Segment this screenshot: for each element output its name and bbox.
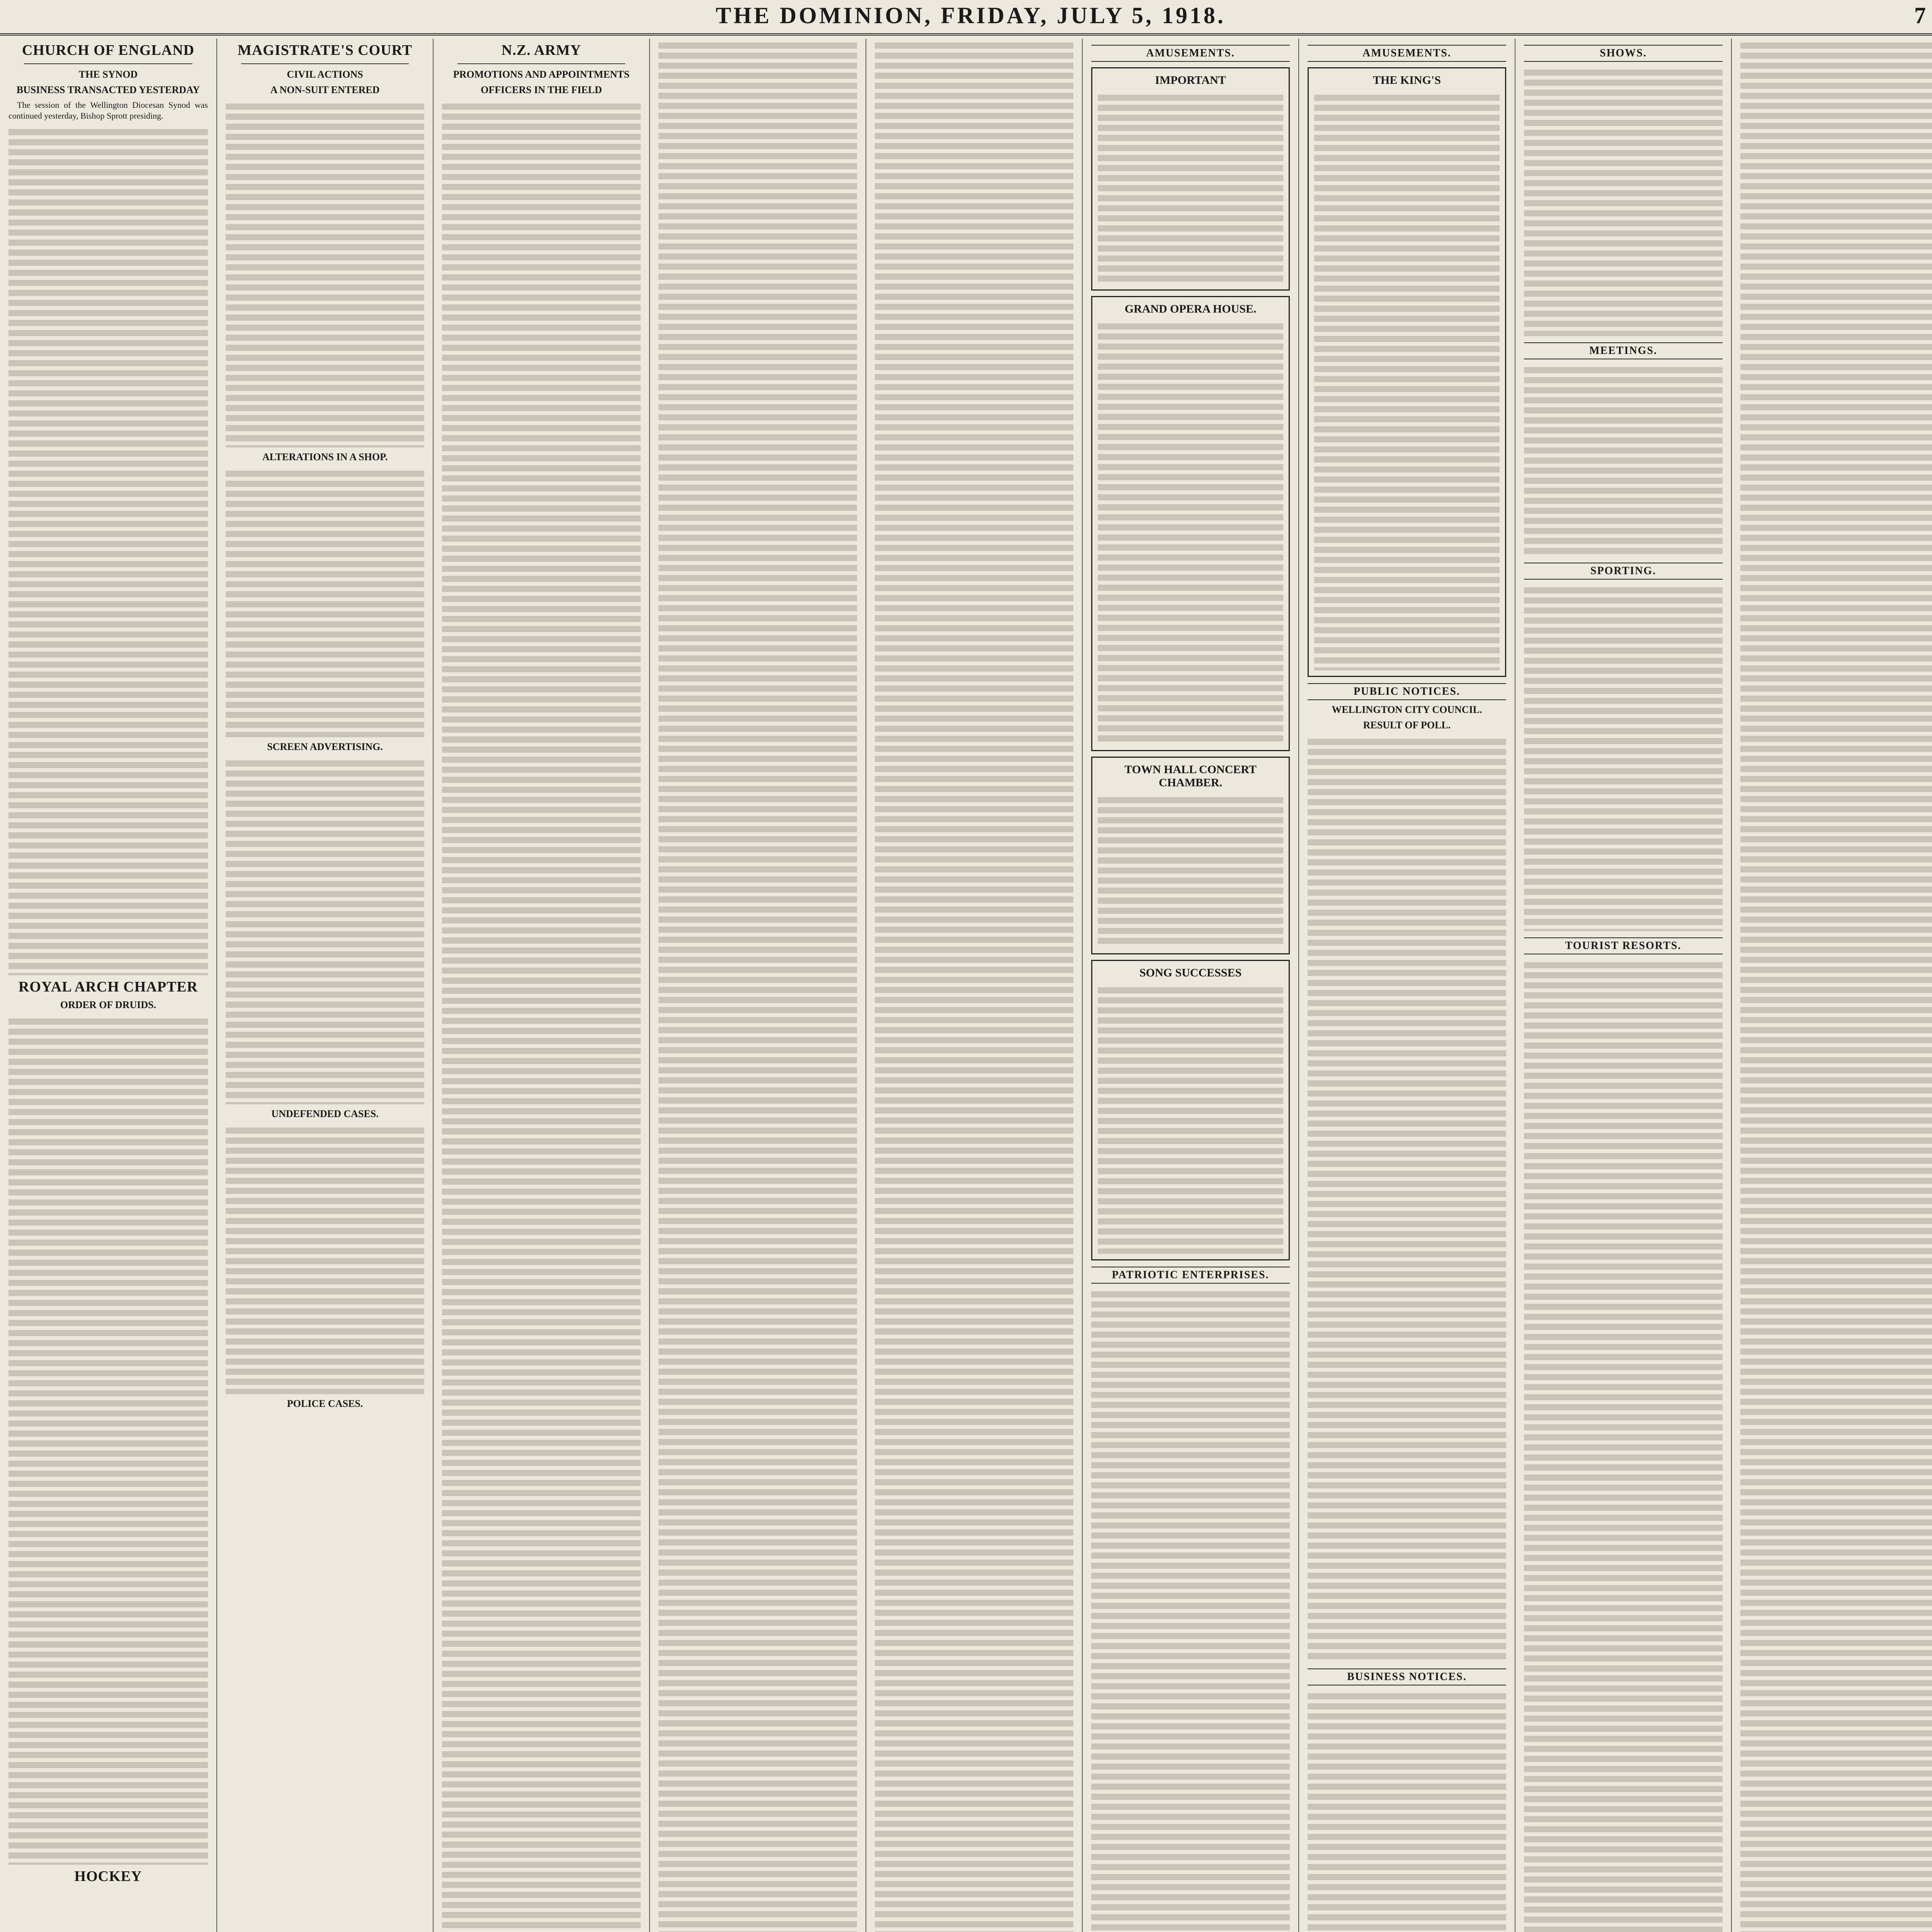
divider	[24, 63, 192, 64]
synod-subheading: THE SYNOD	[78, 69, 138, 80]
royal-arch-heading: ROYAL ARCH CHAPTER	[18, 979, 198, 995]
section-heading: SCREEN ADVERTISING.	[267, 741, 383, 752]
column-5	[866, 39, 1082, 1932]
story-title: BUSINESS TRANSACTED YESTERDAY	[16, 84, 200, 95]
advertisement	[1091, 296, 1290, 751]
ad-text-block	[1098, 320, 1283, 745]
shows-heading: SHOWS.	[1524, 45, 1723, 62]
masthead	[0, 0, 1932, 36]
notice-text-block	[1524, 363, 1723, 556]
notice-text-block	[1740, 39, 1932, 1932]
ad-title: GRAND OPERA HOUSE.	[1124, 303, 1257, 315]
article-text-block	[9, 125, 208, 975]
notice-text-block	[1524, 66, 1723, 336]
story-title: A NON-SUIT ENTERED	[270, 84, 380, 95]
church-heading: CHURCH OF ENGLAND	[22, 42, 195, 58]
advertisement	[1091, 67, 1290, 291]
army-heading: N.Z. ARMY	[501, 42, 582, 58]
promotions-subheading: PROMOTIONS AND APPOINTMENTS	[453, 69, 630, 80]
column-7	[1298, 39, 1515, 1932]
advertisement	[1308, 67, 1506, 677]
newspaper-title: THE DOMINION, FRIDAY, JULY 5, 1918.	[716, 3, 1226, 28]
tourist-resorts-heading: TOURIST RESORTS.	[1524, 937, 1723, 954]
story-title: OFFICERS IN THE FIELD	[481, 84, 602, 95]
ad-title: TOWN HALL CONCERT CHAMBER.	[1124, 763, 1257, 789]
advertisement	[1091, 960, 1290, 1260]
article-text-block	[442, 100, 641, 1932]
column-3	[433, 39, 649, 1932]
column-6	[1082, 39, 1298, 1932]
ad-text-block	[1098, 91, 1283, 284]
article-text-block	[9, 1015, 208, 1865]
advertisement	[1091, 757, 1290, 954]
ad-text-block	[1314, 91, 1500, 670]
article-text-block	[226, 757, 424, 1104]
column-4	[649, 39, 866, 1932]
ad-text-block	[1098, 983, 1283, 1254]
notice-text-block	[1524, 583, 1723, 931]
ad-title: THE KING'S	[1373, 74, 1441, 87]
sporting-heading: SPORTING.	[1524, 563, 1723, 580]
civil-actions-subheading: CIVIL ACTIONS	[287, 69, 363, 80]
article-text-block	[226, 1124, 424, 1394]
notice-text-block	[1308, 1689, 1506, 1932]
ad-title: IMPORTANT	[1155, 74, 1226, 87]
amusements-heading: AMUSEMENTS.	[1308, 45, 1506, 62]
section-heading: UNDEFENDED CASES.	[271, 1108, 379, 1119]
ad-text-block	[1098, 793, 1283, 948]
page-number: 7	[1914, 3, 1926, 28]
column-8	[1515, 39, 1731, 1932]
notice-text-block	[1308, 735, 1506, 1662]
notice-text-block	[1091, 1287, 1290, 1932]
column-2	[216, 39, 433, 1932]
column-9	[1731, 39, 1932, 1932]
court-heading: MAGISTRATE'S COURT	[238, 42, 412, 58]
column-1	[0, 39, 216, 1932]
notice-subtitle: RESULT OF POLL.	[1363, 719, 1451, 731]
public-notices-heading: PUBLIC NOTICES.	[1308, 683, 1506, 700]
article-text-block	[226, 467, 424, 737]
patriotic-heading: PATRIOTIC ENTERPRISES.	[1091, 1267, 1290, 1284]
section-heading: POLICE CASES.	[287, 1398, 363, 1409]
article-text-block	[875, 39, 1073, 1932]
divider	[241, 63, 409, 64]
ad-title: SONG SUCCESSES	[1139, 966, 1242, 979]
business-notices-heading: BUSINESS NOTICES.	[1308, 1668, 1506, 1685]
druids-subheading: ORDER OF DRUIDS.	[60, 999, 156, 1010]
story-lead: The session of the Wellington Diocesan Synod was continued yesterday, Bishop Sprott presiding.	[9, 100, 208, 121]
notice-text-block	[1524, 958, 1723, 1932]
article-text-block	[658, 39, 857, 1932]
article-text-block	[226, 100, 424, 447]
hockey-heading: HOCKEY	[74, 1868, 142, 1884]
meetings-heading: MEETINGS.	[1524, 342, 1723, 359]
section-heading: ALTERATIONS IN A SHOP.	[262, 451, 388, 463]
amusements-heading: AMUSEMENTS.	[1091, 45, 1290, 62]
notice-title: WELLINGTON CITY COUNCIL.	[1332, 704, 1482, 715]
divider	[457, 63, 625, 64]
